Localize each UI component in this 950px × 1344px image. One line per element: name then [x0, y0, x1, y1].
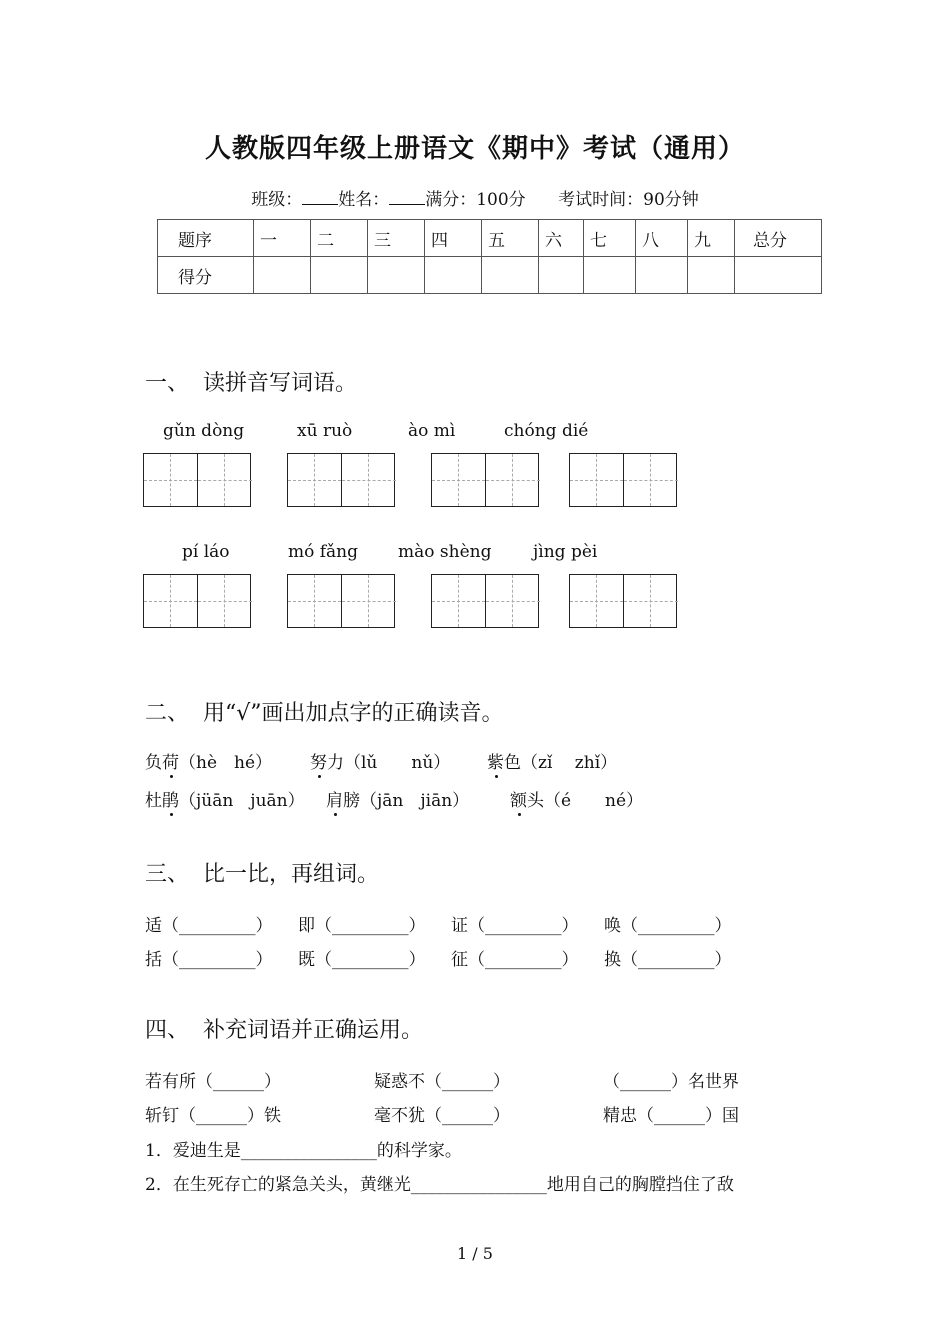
idiom-blank[interactable]: 毫不犹（______）	[374, 1106, 510, 1126]
dotted-char: 鹃	[162, 786, 179, 811]
reading-options: （hè hé）	[179, 753, 273, 773]
word-blank[interactable]: 换（_________）	[604, 950, 732, 970]
word-blank[interactable]: 征（_________）	[451, 950, 579, 970]
item-text: 杜	[145, 791, 162, 811]
item-text: 负	[145, 753, 162, 773]
reading-item[interactable]	[326, 786, 469, 811]
writing-grid[interactable]	[569, 574, 677, 628]
word-blank[interactable]: 证（_________）	[451, 916, 579, 936]
score-cell[interactable]	[636, 257, 688, 294]
score-table-row	[158, 257, 822, 294]
score-row-label: 得分	[158, 257, 254, 294]
word-blank[interactable]: 既（_________）	[298, 950, 426, 970]
item-text: 膀	[343, 791, 360, 811]
writing-grid[interactable]	[287, 453, 395, 507]
score-header-cell: 总分	[735, 220, 822, 257]
score-cell[interactable]	[482, 257, 539, 294]
class-blank[interactable]	[302, 190, 338, 205]
reading-options: （zǐ zhǐ）	[521, 753, 618, 773]
word-blank[interactable]: 即（_________）	[298, 916, 426, 936]
class-label: 班级：	[251, 190, 303, 210]
item-text: 色	[504, 753, 521, 773]
score-header-cell: 七	[584, 220, 636, 257]
score-cell[interactable]	[254, 257, 311, 294]
idiom-blank[interactable]: 精忠（______）国	[603, 1106, 739, 1126]
item-text: 力	[327, 753, 344, 773]
score-header-cell: 八	[636, 220, 688, 257]
score-table-header-row	[158, 220, 822, 257]
section-3-heading	[145, 857, 379, 888]
score-header-cell: 三	[368, 220, 425, 257]
section-number: 一、	[145, 371, 190, 396]
score-header-cell: 九	[688, 220, 735, 257]
score-header-cell: 六	[539, 220, 584, 257]
pinyin-label: pí láo	[182, 542, 230, 562]
section-1-heading	[145, 366, 357, 397]
exam-time: 考试时间：90分钟	[558, 190, 699, 210]
score-header-cell: 二	[311, 220, 368, 257]
section-number: 四、	[145, 1018, 190, 1043]
writing-grid[interactable]	[431, 574, 539, 628]
section-number: 三、	[145, 862, 190, 887]
dotted-char: 荷	[162, 748, 179, 773]
reading-options: （é né）	[544, 791, 644, 811]
reading-item[interactable]	[510, 786, 643, 811]
writing-grid[interactable]	[569, 453, 677, 507]
pinyin-label: ào mì	[408, 421, 456, 441]
word-blank[interactable]: 括（_________）	[145, 950, 273, 970]
section-title: 读拼音写词语。	[203, 371, 358, 396]
idiom-blank[interactable]: 斩钉（______）铁	[145, 1106, 281, 1126]
name-label: 姓名：	[338, 190, 390, 210]
score-table	[157, 219, 822, 294]
full-score: 满分：100分	[425, 190, 526, 210]
question-1[interactable]: 1．爱迪生是________________的科学家。	[145, 1141, 462, 1161]
reading-options: （jān jiān）	[360, 791, 470, 811]
score-header-cell: 四	[425, 220, 482, 257]
reading-item[interactable]	[310, 748, 450, 773]
pinyin-label: chóng dié	[504, 421, 589, 441]
pinyin-label: mào shèng	[398, 542, 492, 562]
page-number: 1 / 5	[457, 1244, 493, 1263]
dotted-char: 肩	[326, 786, 343, 811]
score-header-cell: 题序	[158, 220, 254, 257]
reading-item[interactable]	[145, 786, 305, 811]
reading-item[interactable]	[145, 748, 272, 773]
pinyin-label: gǔn dòng	[163, 421, 245, 441]
word-blank[interactable]: 唤（_________）	[604, 916, 732, 936]
dotted-char: 紫	[487, 748, 504, 773]
writing-grid[interactable]	[431, 453, 539, 507]
reading-options: （lǔ nǔ）	[344, 753, 451, 773]
section-4-heading	[145, 1013, 423, 1044]
writing-grid[interactable]	[287, 574, 395, 628]
score-cell[interactable]	[688, 257, 735, 294]
score-cell[interactable]	[368, 257, 425, 294]
pinyin-label: mó fǎng	[288, 542, 359, 562]
score-cell[interactable]	[425, 257, 482, 294]
pinyin-label: xū ruò	[297, 421, 353, 441]
section-title: 补充词语并正确运用。	[203, 1018, 424, 1043]
idiom-blank[interactable]: 若有所（______）	[145, 1072, 281, 1092]
score-cell[interactable]	[735, 257, 822, 294]
reading-options: （jüān juān）	[179, 791, 305, 811]
word-blank[interactable]: 适（_________）	[145, 916, 273, 936]
item-text: 头	[527, 791, 544, 811]
section-title: 用“√”画出加点字的正确读音。	[203, 701, 504, 726]
reading-item[interactable]	[487, 748, 617, 773]
section-2-heading	[145, 696, 504, 727]
idiom-blank[interactable]: 疑惑不（______）	[374, 1072, 510, 1092]
name-blank[interactable]	[389, 190, 425, 205]
dotted-char: 额	[510, 786, 527, 811]
score-header-cell: 五	[482, 220, 539, 257]
question-2[interactable]: 2．在生死存亡的紧急关头，黄继光________________地用自己的胸膛挡住了敌	[145, 1175, 734, 1195]
exam-meta	[0, 185, 950, 210]
score-cell[interactable]	[311, 257, 368, 294]
writing-grid[interactable]	[143, 453, 251, 507]
pinyin-label: jìng pèi	[533, 542, 598, 562]
score-cell[interactable]	[539, 257, 584, 294]
score-header-cell: 一	[254, 220, 311, 257]
score-cell[interactable]	[584, 257, 636, 294]
dotted-char: 努	[310, 748, 327, 773]
section-title: 比一比，再组词。	[203, 862, 380, 887]
writing-grid[interactable]	[143, 574, 251, 628]
section-number: 二、	[145, 701, 190, 726]
idiom-blank[interactable]: （______）名世界	[603, 1072, 739, 1092]
page-title: 人教版四年级上册语文《期中》考试（通用）	[204, 134, 745, 164]
